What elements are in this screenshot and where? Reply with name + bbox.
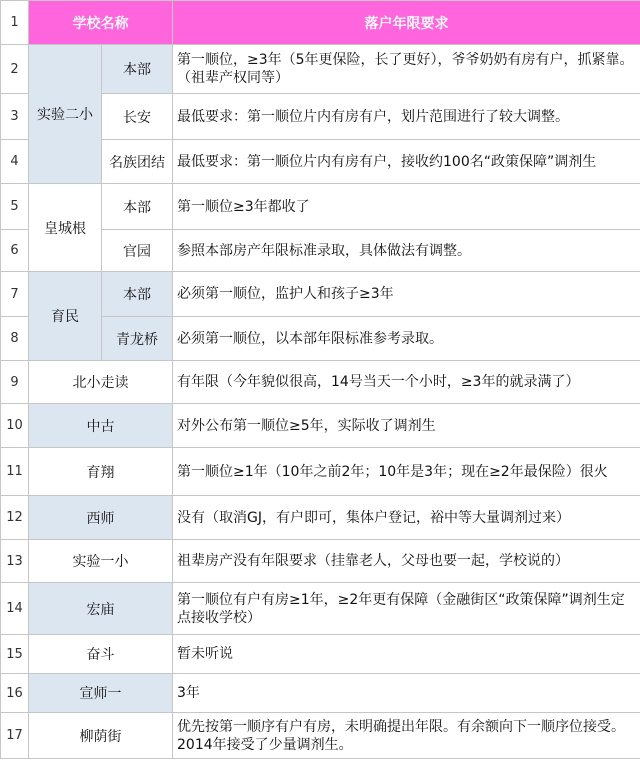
requirement-cell[interactable]: 必须第一顺位，监护人和孩子≥3年 — [173, 272, 640, 317]
requirement-cell[interactable]: 参照本部房产年限标准录取，具体做法有调整。 — [173, 230, 640, 272]
requirement-cell[interactable]: 对外公布第一顺位≥5年，实际收了调剂生 — [173, 404, 640, 448]
row-number: 11 — [1, 448, 29, 496]
campus-cell[interactable]: 本部 — [102, 45, 173, 94]
row-number: 5 — [1, 184, 29, 230]
school-name-header[interactable]: 学校名称 — [29, 1, 173, 45]
row-number: 17 — [1, 713, 29, 759]
campus-cell[interactable]: 本部 — [102, 184, 173, 230]
table-row — [1, 713, 640, 759]
table-row — [1, 272, 640, 317]
row-number: 13 — [1, 540, 29, 583]
requirement-cell[interactable]: 最低要求：第一顺位片内有房有户，接收约100名“政策保障”调剂生 — [173, 140, 640, 184]
requirement-cell[interactable]: 第一顺位≥1年（10年之前2年；10年是3年；现在≥2年最保险）很火 — [173, 448, 640, 496]
requirement-cell[interactable]: 3年 — [173, 674, 640, 713]
row-number: 2 — [1, 45, 29, 94]
school-cell[interactable]: 西师 — [29, 496, 173, 540]
row-number: 9 — [1, 361, 29, 404]
row-number: 14 — [1, 583, 29, 635]
requirement-cell[interactable]: 暂未听说 — [173, 635, 640, 674]
campus-cell[interactable]: 名族团结 — [102, 140, 173, 184]
row-number: 7 — [1, 272, 29, 317]
table-row — [1, 540, 640, 583]
campus-cell[interactable]: 长安 — [102, 94, 173, 140]
header-row — [1, 1, 640, 45]
requirement-cell[interactable]: 第一顺位有户有房≥1年，≥2年更有保障（金融街区“政策保障”调剂生定点接收学校） — [173, 583, 640, 635]
school-cell[interactable]: 育翔 — [29, 448, 173, 496]
table-row — [1, 496, 640, 540]
table-row — [1, 674, 640, 713]
requirement-cell[interactable]: 有年限（今年貌似很高，14号当天一个小时，≥3年的就录满了） — [173, 361, 640, 404]
row-number: 3 — [1, 94, 29, 140]
school-cell[interactable]: 北小走读 — [29, 361, 173, 404]
requirement-cell[interactable]: 最低要求：第一顺位片内有房有户，划片范围进行了较大调整。 — [173, 94, 640, 140]
campus-cell[interactable]: 青龙桥 — [102, 317, 173, 361]
school-cell[interactable]: 中古 — [29, 404, 173, 448]
table-row — [1, 361, 640, 404]
table-row — [1, 583, 640, 635]
row-number: 1 — [1, 1, 29, 45]
requirement-cell[interactable]: 第一顺位，≥3年（5年更保险，长了更好），爷爷奶奶有房有户，抓紧靠。（祖辈产权同等） — [173, 45, 640, 94]
school-cell[interactable]: 奋斗 — [29, 635, 173, 674]
requirement-header[interactable]: 落户年限要求 — [173, 1, 640, 45]
requirement-cell[interactable]: 第一顺位≥3年都收了 — [173, 184, 640, 230]
row-number: 4 — [1, 140, 29, 184]
school-cell[interactable]: 柳荫街 — [29, 713, 173, 759]
requirement-cell[interactable]: 优先按第一顺序有户有房，未明确提出年限。有余额向下一顺序位接受。2014年接受了少量调剂生。 — [173, 713, 640, 759]
school-cell[interactable]: 皇城根 — [29, 184, 102, 272]
table-row — [1, 635, 640, 674]
row-number: 15 — [1, 635, 29, 674]
table-row — [1, 184, 640, 230]
school-cell[interactable]: 宏庙 — [29, 583, 173, 635]
table-row — [1, 448, 640, 496]
row-number: 8 — [1, 317, 29, 361]
campus-cell[interactable]: 官园 — [102, 230, 173, 272]
requirement-cell[interactable]: 祖辈房产没有年限要求（挂靠老人，父母也要一起，学校说的） — [173, 540, 640, 583]
table-row — [1, 45, 640, 94]
school-cell[interactable]: 实验二小 — [29, 45, 102, 184]
row-number: 6 — [1, 230, 29, 272]
requirement-cell[interactable]: 没有（取消GJ，有户即可，集体户登记，裕中等大量调剂过来） — [173, 496, 640, 540]
requirement-cell[interactable]: 必须第一顺位，以本部年限标准参考录取。 — [173, 317, 640, 361]
school-cell[interactable]: 实验一小 — [29, 540, 173, 583]
school-cell[interactable]: 宣师一 — [29, 674, 173, 713]
campus-cell[interactable]: 本部 — [102, 272, 173, 317]
row-number: 10 — [1, 404, 29, 448]
row-number: 16 — [1, 674, 29, 713]
table-row — [1, 404, 640, 448]
school-cell[interactable]: 育民 — [29, 272, 102, 361]
row-number: 12 — [1, 496, 29, 540]
